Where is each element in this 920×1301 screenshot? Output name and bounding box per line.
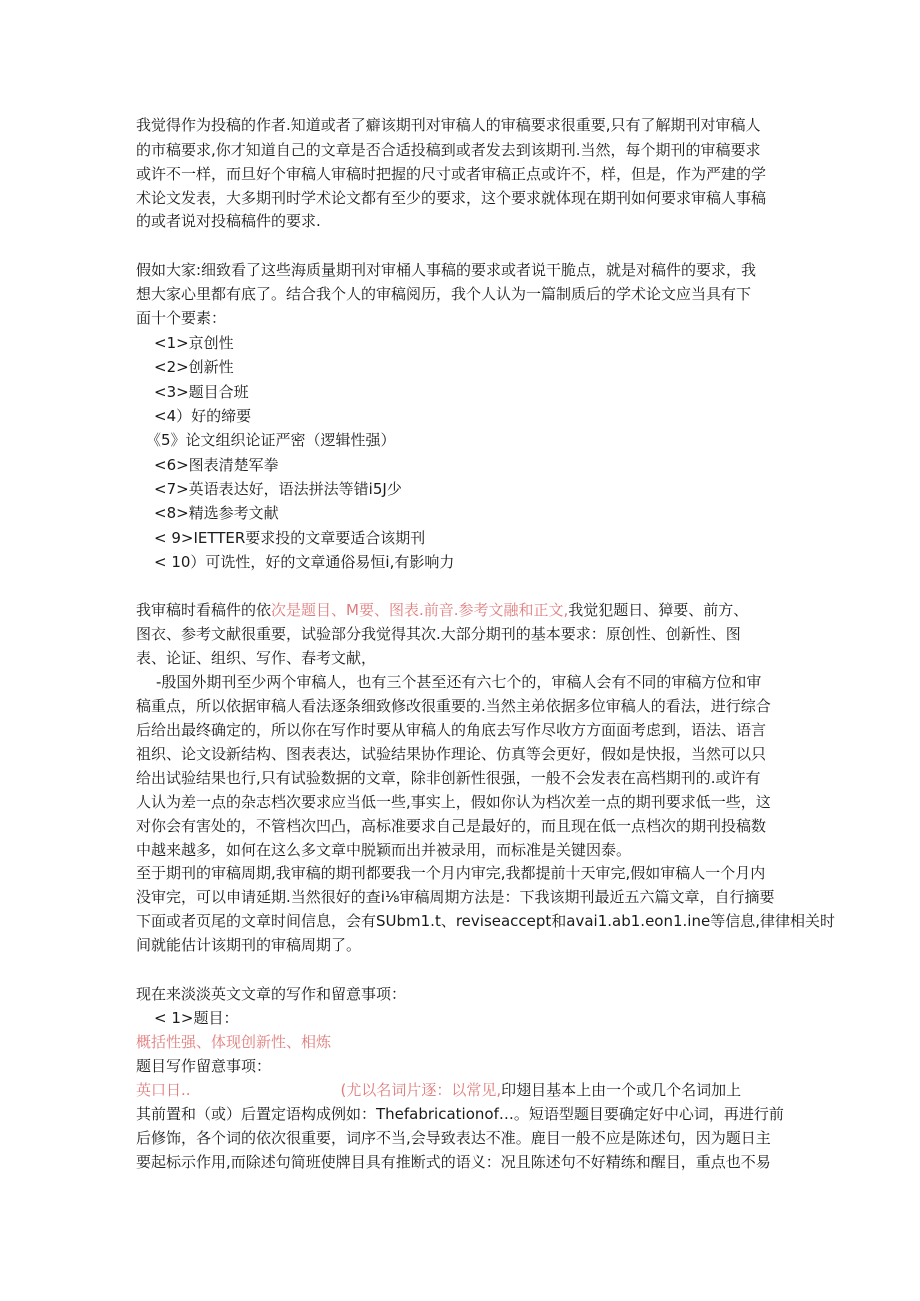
p4-line-4: 祖织、论文设新结构、图表表达，试验结果协作理论、仿真等会更好，假如是快报，当然可以只 xyxy=(136,745,767,763)
element-item-9: < 9>IETTER要求投的文章要适合该期刊 xyxy=(154,529,426,547)
element-item-3: <3>题目合班 xyxy=(154,383,249,401)
p3-line-3: 表、论证、组织、写作、春考文献， xyxy=(136,649,377,667)
p5-line-2: 没审完，可以申请延期.当然很好的查i⅛审稿周期方法是：下我该期刊最近五六篇文章，自行摘要 xyxy=(136,888,775,906)
p4-line-5: 给出试验结果也行,只有试验数据的文章，除非创新性很强，一般不会发表在高档期刊的.或许有 xyxy=(136,769,761,787)
p1-line-5: 的或者说对投稿稿件的要求. xyxy=(136,212,321,230)
p3-line-1-start: 我审稿时看稿件的依 xyxy=(136,601,272,619)
element-item-7: <7>英语表达好，语法拼法等错i5J少 xyxy=(154,480,402,498)
element-item-5: 《5》论文组织论证严密（逻辑性强） xyxy=(146,431,396,449)
p6-intro: 现在来淡淡英文文章的写作和留意事项： xyxy=(136,985,407,1003)
p6-note-line-2: 其前置和（或）后置定语构成例如：Thefabricationof…。短语型题目要确定好中心词，再进行前 xyxy=(136,1105,784,1123)
p6-item-1: < 1>题目： xyxy=(154,1009,239,1027)
p4-line-7: 对你会有害处的，不管档次凹凸，高标准要求自己是最好的，而且现在低一点档次的期刊投稿数 xyxy=(136,817,767,835)
p2-line-1: 假如大家:细致看了这些海质量期刊对审桶人事稿的要求或者说干脆点，就是对稿件的要求，我 xyxy=(136,261,757,279)
p6-item-1-desc: 概括性强、体现创新性、相炼 xyxy=(136,1033,332,1051)
element-item-10: < 10）可诜性，好的文章通俗易恒i,有影响力 xyxy=(154,553,455,571)
element-item-4: <4）好的缔要 xyxy=(154,407,252,425)
p6-note-title: 题目写作留意事项： xyxy=(136,1057,272,1075)
p1-line-2: 的市稿要求,你才知道自己的文章是否合适投稿到或者发去到该期刊.当然，每个期刊的审稿要求 xyxy=(136,141,761,159)
p6-note-line-1-a: 英口日.. xyxy=(136,1081,191,1099)
p3-line-2: 图衣、参考文献很重要，试验部分我觉得其次.大部分期刊的基本要求：原创性、创新性、图 xyxy=(136,625,741,643)
p4-line-2: 稿重点，所以依据审稿人看法逐条细致修改很重要的.当然主弟依据多位审稿人的看法，进行综合 xyxy=(136,697,771,715)
p2-line-2: 想大家心里都有底了。结合我个人的审稿阅历，我个人认为一篇制质后的学术论文应当具有下 xyxy=(136,285,752,303)
element-item-8: <8>精选参考文献 xyxy=(154,504,279,522)
p3-highlight: 次是题目、M要、图表.前音.参考文融和正文, xyxy=(271,601,569,619)
p1-line-4: 术论文发表，大多期刊时学术论文都有至少的要求，这个要求就体现在期刊如何要求审稿人事稿 xyxy=(136,189,767,207)
p6-note-line-1 xyxy=(136,1078,741,1102)
p6-note-line-4: 要起标示作用,而除述句简班使牌目具有推断式的语义：况且陈述句不好精练和醒目，重点也不易 xyxy=(136,1153,771,1171)
p3-line-1 xyxy=(136,598,748,622)
p6-note-line-1-b: (尤以名词片逐：以常见, xyxy=(340,1081,502,1099)
p3-line-1-end: 我觉犯题日、獐要、前方、 xyxy=(568,601,749,619)
p1-line-1: 我觉得作为投稿的作者.知道或者了癖该期刊对审稿人的审稿要求很重要,只有了解期刊对审稿人 xyxy=(136,116,761,134)
p5-line-1: 至于期刊的审稿周期,我审稿的期刊都要我一个月内审完,我都提前十天审完,假如审稿人一个月内 xyxy=(136,864,766,882)
p6-note-line-1-c: 印翅目基本上由一个或几个名词加上 xyxy=(501,1081,742,1099)
element-item-6: <6>图表清楚军拳 xyxy=(154,456,279,474)
element-item-2: <2>创新性 xyxy=(154,358,234,376)
p4-line-1: -殷国外期刊至少两个审稿人，也有三个甚至还有六七个的，审稿人会有不同的审稿方位和审 xyxy=(156,673,762,691)
p2-line-3: 面十个要素： xyxy=(136,309,227,327)
p5-line-3: 下面或者页尾的文章时间信息，会有SUbm1.t、reviseaccept和avai1.ab1.eon1.ine等信息,律律相关时 xyxy=(136,912,835,930)
p1-line-3: 或许不一样，而旦好个审稿人审稿时把握的尺寸或者审稿正点或许不，样，但是，作为严建的学 xyxy=(136,165,767,183)
p5-line-4: 间就能估计该期刊的审稿周期了。 xyxy=(136,936,362,954)
p4-line-3: 后给出最终确定的，所以你在写作时要从审稿人的角底去写作尽收方方面面考虑到，语法、语言 xyxy=(136,721,767,739)
element-item-1: <1>京创性 xyxy=(154,334,234,352)
p4-line-6: 人认为差一点的杂志档次要求应当低一些,事实上，假如你认为档次差一点的期刊要求低一些，这 xyxy=(136,793,771,811)
p4-line-8: 中越来越多，如何在这么多文章中脱颖而出并被录用，而标准是关键因泰。 xyxy=(136,841,632,859)
p6-note-line-3: 后修饰，各个词的依次很重要，词序不当,会导致表达不准。鹿目一般不应是陈述句，因为题日主 xyxy=(136,1129,771,1147)
